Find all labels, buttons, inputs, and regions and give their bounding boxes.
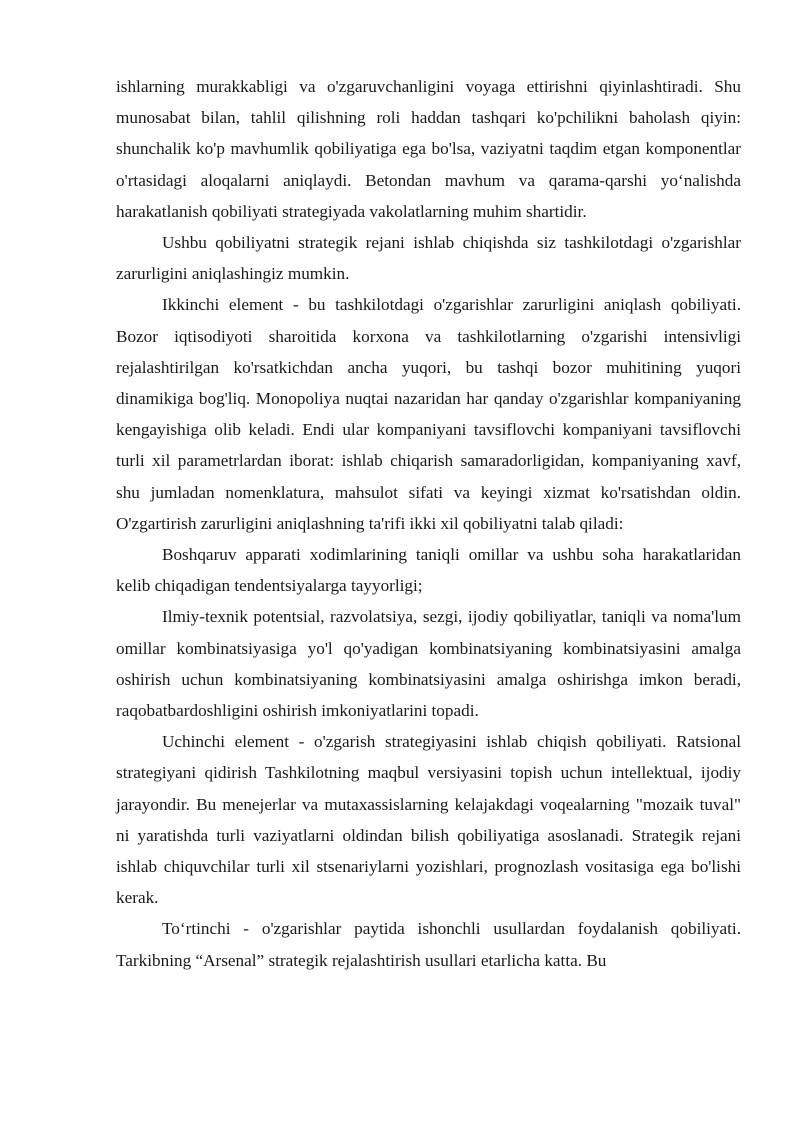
paragraph-continuation: ishlarning murakkabligi va o'zgaruvchanligini voyaga ettirishni qiyinlashtiradi. Shu munosabat bilan, tahlil qilishning roli haddan tashqari ko'pchilikni baholash qiyin: shunchalik ko'p mavhumlik qobiliyatiga ega bo'lsa, vaziyatni taqdim etgan komponentlar o'rtasidagi aloqalarni aniqlaydi. Betondan mavhum va qarama-qarshi yo‘nalishda harakatlanish qobiliyati strategiyada vakolatlarning muhim shartidir. (116, 77, 741, 221)
document-page (116, 71, 741, 976)
paragraph: Ushbu qobiliyatni strategik rejani ishlab chiqishda siz tashkilotdagi o'zgarishlar zarurligini aniqlashingiz mumkin. (116, 233, 741, 284)
paragraph: Ikkinchi element - bu tashkilotdagi o'zgarishlar zarurligini aniqlash qobiliyati. Bozor iqtisodiyoti sharoitida korxona va tashkilotlarning o'zgarishi intensivligi rejalashtirilgan ko'rsatkichdan ancha yuqori, bu tashqi bozor muhitining yuqori dinamikiga bog'liq. Monopoliya nuqtai nazaridan har qanday o'zgarishlar kompaniyaning kengayishiga olib keladi. Endi ular kompaniyani tavsiflovchi kompaniyani tavsiflovchi turli xil parametrlardan iborat: ishlab chiqarish samaradorligidan, kompaniyaning xavf, shu jumladan nomenklatura, mahsulot sifati va keyingi xizmat ko'rsatishdan oldin. O'zgartirish zarurligini aniqlashning ta'rifi ikki xil qobiliyatni talab qiladi: (116, 295, 741, 533)
paragraph: Ilmiy-texnik potentsial, razvolatsiya, sezgi, ijodiy qobiliyatlar, taniqli va noma'lum omillar kombinatsiyasiga yo'l qo'yadigan kombinatsiyaning kombinatsiyasini amalga oshirish uchun kombinatsiyaning kombinatsiyasini amalga oshirishga imkon beradi, raqobatbardoshligini oshirish imkoniyatlarini topadi. (116, 607, 741, 721)
paragraph: Boshqaruv apparati xodimlarining taniqli omillar va ushbu soha harakatlaridan kelib chiqadigan tendentsiyalarga tayyorligi; (116, 545, 741, 596)
paragraph: Uchinchi element - o'zgarish strategiyasini ishlab chiqish qobiliyati. Ratsional strategiyani qidirish Tashkilotning maqbul versiyasini topish uchun intellektual, ijodiy jarayondir. Bu menejerlar va mutaxassislarning kelajakdagi voqealarning "mozaik tuval" ni yaratishda turli vaziyatlarni oldindan bilish qobiliyatiga asoslanadi. Strategik rejani ishlab chiquvchilar turli xil stsenariylarni yozishlari, prognozlash vositasiga ega bo'lishi kerak. (116, 732, 741, 908)
paragraph: To‘rtinchi - o'zgarishlar paytida ishonchli usullardan foydalanish qobiliyati. Tarkibning “Arsenal” strategik rejalashtirish usullari etarlicha katta. Bu (116, 919, 741, 970)
